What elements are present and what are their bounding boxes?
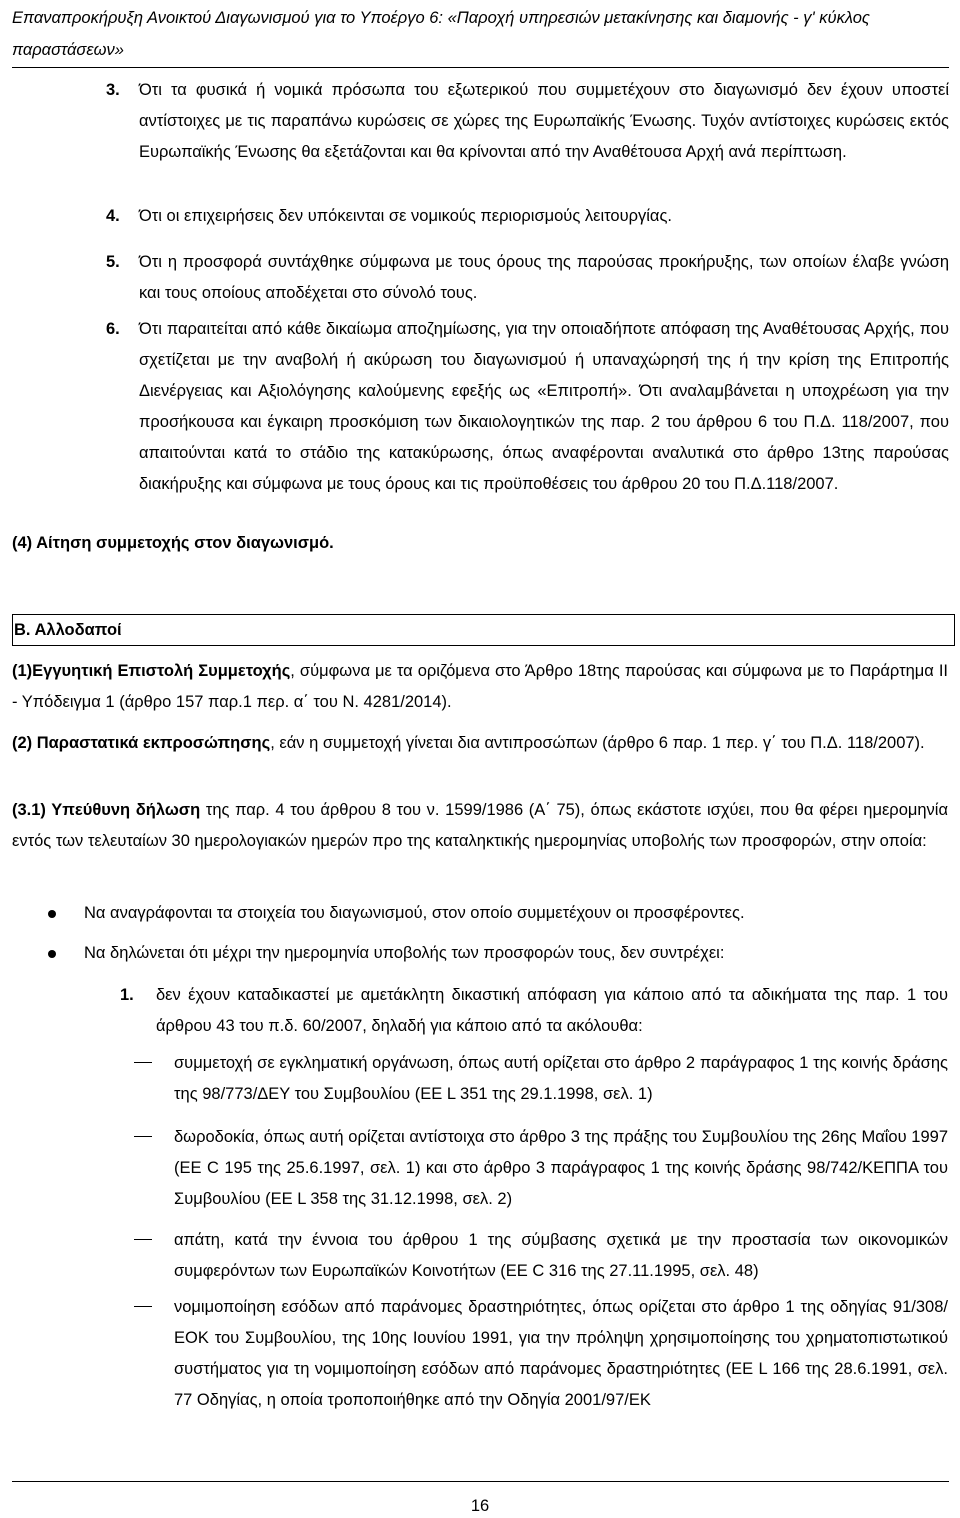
list-item: δωροδοκία, όπως αυτή ορίζεται αντίστοιχα στο άρθρο 3 της πράξης του Συμβουλίου της 26ης Μαΐου 1997 (ΕΕ C 195 της 25.6.1997, σελ. 1) και στο άρθρο 3 παράγραφος 1 της κοινής δράσης 98/742/ΚΕΠΠΑ του Συμβουλίου (ΕΕ L 358 της 31.12.1998, σελ. 2) [174,1128,948,1208]
paragraph-lead: (1)Εγγυητική Επιστολή Συμμετοχής [12,662,291,680]
item-number: 6. [106,320,120,338]
paragraph-body: , σύμφωνα με τα οριζόμενα στο Άρθρο 18της παρούσας και σύμφωνα με το Παράρτημα ΙΙ - Υπόδειγμα 1 (άρθρο 157 παρ.1 περ. α΄ του Ν. 4281/2014). [12,662,948,711]
item-number: 4. [106,207,120,225]
paragraph-lead: (3.1) Υπεύθυνη δήλωση [12,801,201,819]
paragraph-body: της παρ. 4 του άρθρου 8 του ν. 1599/1986 (Α΄ 75), όπως εκάστοτε ισχύει, που θα φέρει ημερομηνία εντός των τελευταίων 30 ημερολογιακών ημερών προ της καταληκτικής ημερομηνίας υποβολής των προσφορών, στην οποία: [12,801,949,850]
section-b-box [12,614,955,646]
item-text: Ότι η προσφορά συντάχθηκε σύμφωνα με τους όρους της παρούσας προκήρυξης, των οποίων έλαβε γνώση και τους οποίους αποδέχεται στο σύνολό τους. [139,253,949,302]
sub-item-number: 1. [120,986,134,1004]
paragraph-body: , εάν η συμμετοχή γίνεται δια αντιπροσώπων (άρθρο 6 παρ. 1 περ. γ΄ του Π.Δ. 118/2007). [270,734,925,752]
item-text: Ότι τα φυσικά ή νομικά πρόσωπα του εξωτερικού που συμμετέχουν στο διαγωνισμό δεν έχουν υποστεί αντίστοιχες με τις παραπάνω κυρώσεις σε χώρες της Ευρωπαϊκής Ένωσης. Τυχόν αντίστοιχες κυρώσεις εκτός Ευρωπαϊκής Ένωσης θα εξετάζονται και θα κρίνονται από την Αναθέτουσα Αρχή ανά περίπτωση. [139,81,949,161]
header-rule [12,67,949,68]
dash-icon [134,1062,152,1063]
dash-icon [134,1306,152,1307]
page-number: 16 [470,1497,490,1515]
item-text: Ότι οι επιχειρήσεις δεν υπόκεινται σε νομικούς περιορισμούς λειτουργίας. [139,207,673,225]
dash-icon [134,1136,152,1137]
section-b-title: Β. Αλλοδαποί [14,621,122,639]
item-number: 3. [106,81,120,99]
paragraph-lead: (2) Παραστατικά εκπροσώπησης [12,734,271,752]
section-heading: (4) Αίτηση συμμετοχής στον διαγωνισμό. [12,534,334,552]
dash-icon [134,1239,152,1240]
footer-rule [12,1481,949,1482]
list-item: συμμετοχή σε εγκληματική οργάνωση, όπως αυτή ορίζεται στο άρθρο 2 παράγραφος 1 της κοινής δράσης της 98/773/ΔΕΥ του Συμβουλίου (ΕΕ L 351 της 29.1.1998, σελ. 1) [174,1054,948,1103]
list-item: νομιμοποίηση εσόδων από παράνομες δραστηριότητες, όπως ορίζεται στο άρθρο 1 της οδηγίας 91/308/ΕΟΚ του Συμβουλίου, της 10ης Ιουνίου 1991, για την πρόληψη χρησιμοποίησης του χρηματοπιστωτικού συστήματος για τη νομιμοποίηση εσόδων από παράνομες δραστηριότητες (ΕΕ L 166 της 28.6.1991, σελ. 77 Οδηγίας, η οποία τροποποιήθηκε από την Οδηγία 2001/97/ΕΚ [174,1298,948,1409]
paragraph-representation [12,728,948,759]
list-item: Να δηλώνεται ότι μέχρι την ημερομηνία υποβολής των προσφορών τους, δεν συντρέχει: [84,944,725,962]
paragraph-guarantee [12,656,948,718]
bullet-icon [48,910,56,918]
list-item: Να αναγράφονται τα στοιχεία του διαγωνισμού, στον οποίο συμμετέχουν οι προσφέροντες. [84,904,745,922]
sub-item-text: δεν έχουν καταδικαστεί με αμετάκλητη δικαστική απόφαση για κάποιο από τα αδικήματα της παρ. 1 του άρθρου 43 του π.δ. 60/2007, δηλαδή για κάποιο από τα ακόλουθα: [156,986,948,1035]
page-header: Επαναπροκήρυξη Ανοικτού Διαγωνισμού για το Υποέργο 6: «Παροχή υπηρεσιών μετακίνησης και διαμονής - γ' κύκλος παραστάσεων» [12,9,870,59]
bullet-icon [48,950,56,958]
item-text: Ότι παραιτείται από κάθε δικαίωμα αποζημίωσης, για την οποιαδήποτε απόφαση της Αναθέτουσας Αρχής, που σχετίζεται με την αναβολή ή ακύρωση του διαγωνισμού ή υπαναχώρησή της ή την κρίση της Επιτροπής Διενέργειας και Αξιολόγησης καλούμενης εφεξής ως «Επιτροπή». Ότι αναλαμβάνεται η υποχρέωση για την προσήκουσα και έγκαιρη προσκόμιση των δικαιολογητικών της παρ. 2 του άρθρου 6 του Π.Δ. 118/2007, που απαιτούνται κατά το στάδιο της κατακύρωσης, όπως αναφέρονται αναλυτικά στο άρθρο 13της παρούσας διακήρυξης και σύμφωνα με τους όρους και τις προϋποθέσεις του άρθρου 20 του Π.Δ.118/2007. [139,320,949,493]
item-number: 5. [106,253,120,271]
list-item: απάτη, κατά την έννοια του άρθρου 1 της σύμβασης σχετικά με την προστασία των οικονομικών συμφερόντων των Ευρωπαϊκών Κοινοτήτων (ΕΕ C 316 της 27.11.1995, σελ. 48) [174,1231,948,1280]
paragraph-declaration [12,795,948,857]
